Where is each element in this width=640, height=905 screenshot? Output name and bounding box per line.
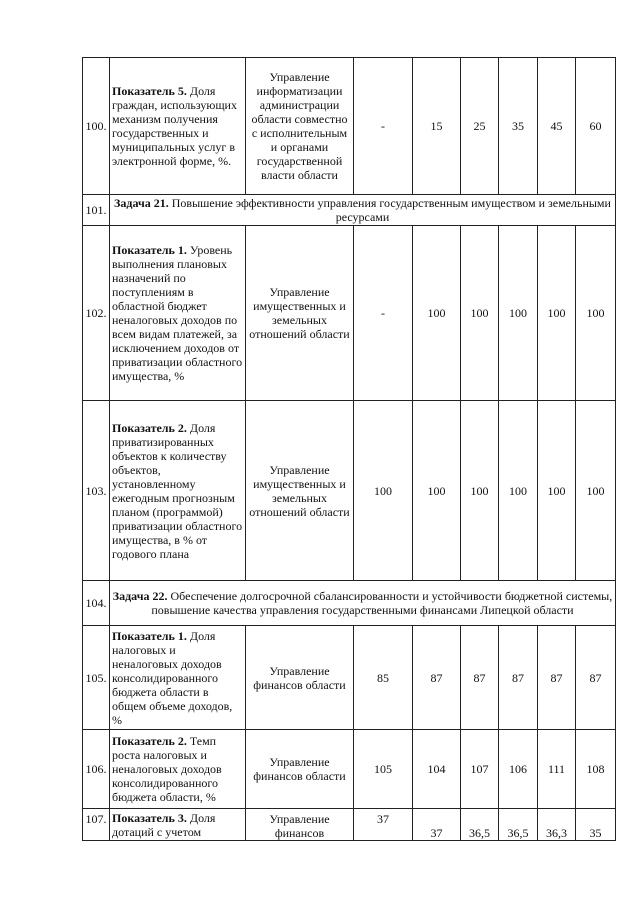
table-row [83,401,616,581]
value-cell: 35 [499,58,538,195]
indicator-text: Уровень выполнения плановых назначений по поступлениям в областной бюджет неналоговых доходов по всем видам платежей, за исключением доходов от приватизации областного имущества, % [112,243,243,383]
value-cell: 100 [576,226,616,401]
value-cell: 87 [413,626,461,730]
row-number: 107. [83,809,110,841]
value-cell: 36,3 [538,809,576,841]
task-label: Задача 21. [114,196,169,210]
value-cell: 15 [413,58,461,195]
value-cell: 100 [499,226,538,401]
value-cell: 100 [538,226,576,401]
table-row [83,730,616,809]
value-cell: 35 [576,809,616,841]
row-number: 105. [83,626,110,730]
indicator-text: Доля налоговых и неналоговых доходов консолидированного бюджета области в общем объеме доходов, % [112,628,233,727]
row-number: 100. [83,58,110,195]
value-cell: 100 [413,226,461,401]
indicator-label: Показатель 2. [112,420,187,435]
row-number: 102. [83,226,110,401]
indicator-cell [110,401,246,581]
indicator-cell [110,226,246,401]
indicator-text: Доля дотаций с учетом [112,810,216,839]
table-row [83,226,616,401]
responsible-cell: Управление финансов области [246,626,354,730]
table-row [83,809,616,841]
indicator-label: Показатель 1. [112,628,187,643]
value-cell: 60 [576,58,616,195]
indicator-text: Темп роста налоговых и неналоговых доходов консолидированного бюджета области, % [112,734,222,804]
value-cell: 100 [413,401,461,581]
value-cell: 36,5 [461,809,499,841]
value-cell: 25 [461,58,499,195]
indicator-text: Доля приватизированных объектов к количеству объектов, установленному ежегодным прогнозным планом (программой) приватизации областного имущества, в % от годового плана [112,420,243,561]
row-number: 101. [83,195,110,226]
task-text: Обеспечение долгосрочной сбалансированности и устойчивости бюджетной системы, повышение качества управления государственными финансами Липецкой области [151,589,613,617]
value-cell: 104 [413,730,461,809]
responsible-cell: Управление имущественных и земельных отношений области [246,401,354,581]
responsible-cell: Управление финансов [246,809,354,841]
task-row [83,195,616,226]
value-cell: 100 [499,401,538,581]
indicator-label: Показатель 3. [112,810,187,825]
value-cell: - [354,226,413,401]
task-cell [110,581,616,626]
row-number: 106. [83,730,110,809]
row-number: 104. [83,581,110,626]
indicator-label: Показатель 5. [112,84,187,98]
value-cell: 100 [538,401,576,581]
value-cell: 87 [576,626,616,730]
task-text: Повышение эффективности управления государственным имуществом и земельными ресурсами [168,196,611,224]
indicator-cell [110,809,246,841]
value-cell: 85 [354,626,413,730]
task-cell [110,195,616,226]
indicator-cell [110,58,246,195]
table-row [83,58,616,195]
responsible-cell: Управление имущественных и земельных отношений области [246,226,354,401]
value-cell: 37 [354,809,413,841]
indicator-text: Доля граждан, использующих механизм получения государственных и муниципальных услуг в электронной форме, %. [112,84,237,168]
row-number: 103. [83,401,110,581]
value-cell: 108 [576,730,616,809]
indicator-label: Показатель 2. [112,734,187,748]
value-cell: 107 [461,730,499,809]
responsible-cell: Управление информатизации администрации области совместно с исполнительным и органами государственной власти области [246,58,354,195]
value-cell: 36,5 [499,809,538,841]
value-cell: 100 [354,401,413,581]
value-cell: 106 [499,730,538,809]
value-cell: - [354,58,413,195]
value-cell: 105 [354,730,413,809]
task-row [83,581,616,626]
responsible-cell: Управление финансов области [246,730,354,809]
indicator-cell [110,730,246,809]
value-cell: 37 [413,809,461,841]
task-label: Задача 22. [112,589,168,603]
indicator-label: Показатель 1. [112,243,187,257]
indicator-cell [110,626,246,730]
value-cell: 87 [499,626,538,730]
value-cell: 111 [538,730,576,809]
value-cell: 100 [576,401,616,581]
indicators-table [82,57,616,841]
value-cell: 100 [461,401,499,581]
value-cell: 87 [538,626,576,730]
value-cell: 87 [461,626,499,730]
value-cell: 45 [538,58,576,195]
table-row [83,626,616,730]
value-cell: 100 [461,226,499,401]
